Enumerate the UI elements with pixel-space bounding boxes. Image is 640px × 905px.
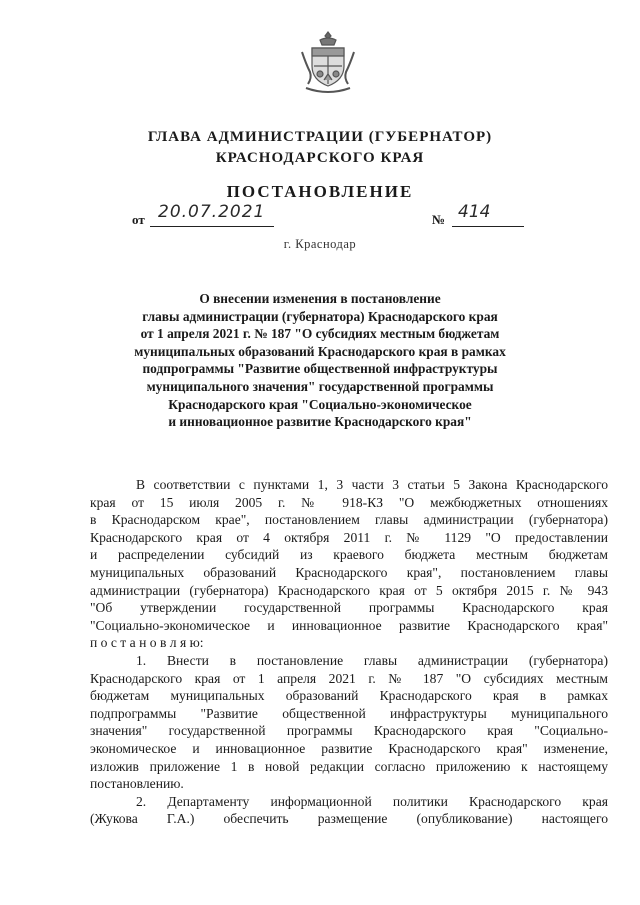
title-line: муниципальных образований Краснодарского края в рамках <box>134 343 506 359</box>
body-line: значения" государственной программы Краснодарского края "Социально- <box>90 723 608 739</box>
title-line: главы администрации (губернатора) Краснодарского края <box>142 308 498 324</box>
title-line: Краснодарского края "Социально-экономическое <box>168 396 472 412</box>
title-line: муниципального значения" государственной программы <box>146 378 494 394</box>
body-line: 2. Департаменту информационной политики Краснодарского края <box>136 793 608 809</box>
body-line: "Об утверждении государственной программы Краснодарского края <box>90 600 608 616</box>
body-line: (Жукова Г.А.) обеспечить размещение (опубликование) настоящего <box>90 811 608 827</box>
body-line: бюджетам муниципальных образований Краснодарского края в рамках <box>90 688 608 704</box>
body-line: муниципальных образований Краснодарского края", постановлением главы <box>90 564 608 580</box>
coat-of-arms-icon <box>300 30 356 96</box>
body-line: администрации (губернатора) Краснодарского края от 5 октября 2015 г. № 943 <box>90 582 608 598</box>
body-line: и распределении субсидий из краевого бюджета местным бюджетам <box>90 547 608 563</box>
document-body <box>90 476 608 828</box>
body-line: края от 15 июля 2005 г. № 918-КЗ "О межбюджетных отношениях <box>90 494 608 510</box>
handwritten-date: 20.07.2021 <box>158 202 266 222</box>
issuer-title-line1: ГЛАВА АДМИНИСТРАЦИИ (ГУБЕРНАТОР) <box>147 129 493 145</box>
body-line: экономическое и инновационное развитие Краснодарского края" изменение, <box>90 740 608 756</box>
body-line: Краснодарского края от 4 октября 2011 г. № 1129 "О предоставлении <box>90 529 608 545</box>
body-line: Краснодарского края от 1 апреля 2021 г. № 187 "О субсидиях местным <box>90 670 608 686</box>
body-line: п о с т а н о в л я ю: <box>90 635 204 651</box>
body-line: В соответствии с пунктами 1, 3 части 3 статьи 5 Закона Краснодарского <box>136 477 608 492</box>
handwritten-number: 414 <box>458 202 491 222</box>
document-type: ПОСТАНОВЛЕНИЕ <box>226 182 414 201</box>
body-line: постановлению. <box>90 776 184 792</box>
body-line: "Социально-экономическое и инновационное развитие Краснодарского края" <box>90 617 608 633</box>
title-line: от 1 апреля 2021 г. № 187 "О субсидиях местным бюджетам <box>140 326 500 342</box>
document-title <box>110 290 530 431</box>
body-line: в Краснодарском крае", постановлением главы администрации (губернатора) <box>90 512 608 528</box>
title-line: О внесении изменения в постановление <box>199 291 441 306</box>
date-prefix: от <box>132 212 145 227</box>
city: г. Краснодар <box>283 237 357 251</box>
title-line: подпрограммы "Развитие общественной инфраструктуры <box>142 361 498 377</box>
title-line: и инновационное развитие Краснодарского края" <box>168 414 472 430</box>
body-line: 1. Внести в постановление главы администрации (губернатора) <box>136 652 608 668</box>
body-line: изложив приложение 1 в новой редакции согласно приложению к настоящему <box>90 758 608 774</box>
issuer-title-line2: КРАСНОДАРСКОГО КРАЯ <box>215 150 425 166</box>
number-prefix: № <box>432 212 446 227</box>
body-line: подпрограммы "Развитие общественной инфраструктуры муниципального <box>90 705 608 721</box>
